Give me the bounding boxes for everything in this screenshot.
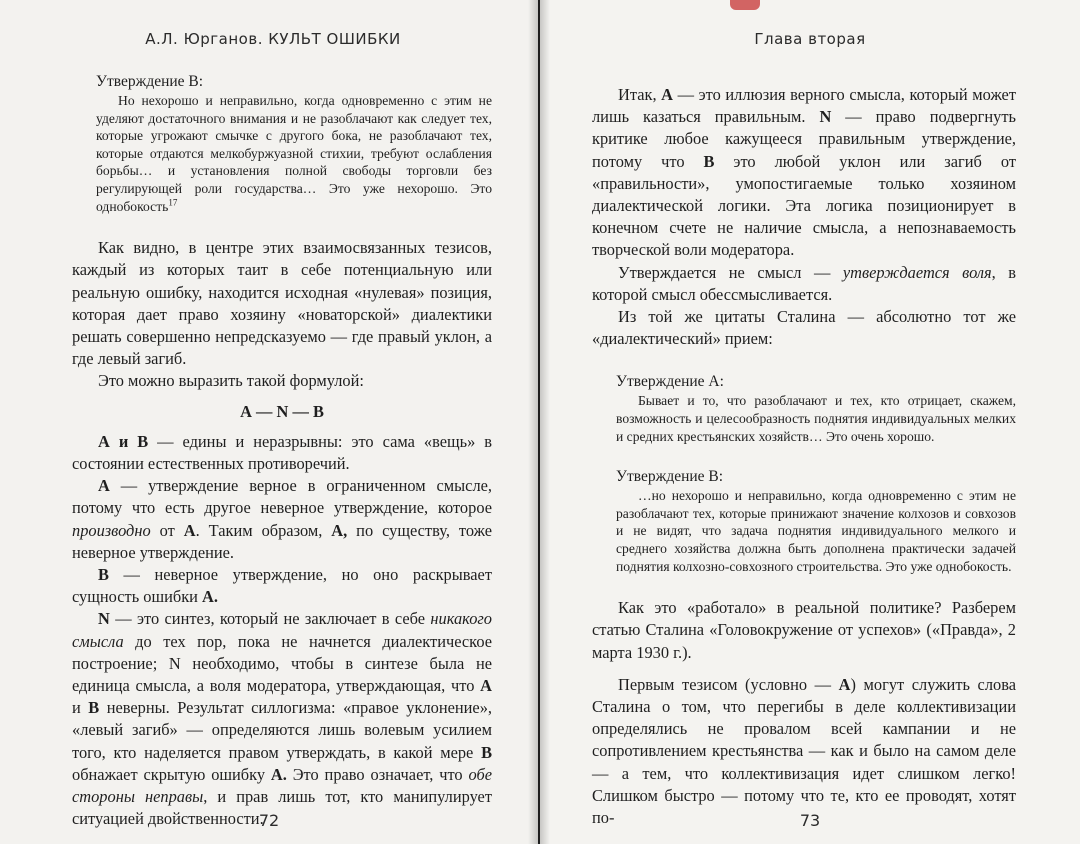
paragraph: Итак, А — это иллюзия верного смысла, который может лишь казаться правильным. N — право подвергнуть критике любое кажущееся правильным утверждение, потому что В это любой уклон или загиб от «правильности», умопостигаемые только хозяином диалектической логики. Эта логика позиционирует в конечном счете не наличие смысла, а непознаваемость творческой воли модератора. — [592, 85, 1016, 260]
paragraph: В — неверное утверждение, но оно раскрывает сущность ошибки А. — [72, 565, 492, 607]
left-page — [0, 0, 538, 844]
quote-text: Бывает и то, что разоблачают и тех, кто отрицает, скажем, возможность и целесообразность поднятия индивидуальных мелких и средних крестьянских хозяйств… Это очень хорошо. — [616, 393, 1016, 444]
paragraph: Это можно выразить такой формулой: — [98, 371, 364, 391]
quote-heading: Утверждение А: — [616, 373, 724, 391]
book-gutter — [528, 0, 550, 844]
page-number-right: 73 — [799, 811, 821, 830]
right-page-text — [592, 84, 1016, 829]
formula: А — N — В — [240, 401, 324, 421]
left-page-text — [72, 72, 492, 830]
quote-heading: Утверждение В: — [96, 73, 204, 90]
paragraph: Утверждается не смысл — утверждается воля, в которой смысл обессмысливается. — [592, 262, 1016, 304]
quote-text: Но нехорошо и неправильно, когда одновременно с этим не уделяют достаточного внимания и не разоблачают как следует тех, которые угрожают смычке с другого бока, не разоблачают тех, которые отдаются мелкобуржуазной стихии, требуют ослабления борьбы… и установления полной свободы торговли без регулирующей роли государства… Это уже нехорошо. Это однобокость$^{17}$ — [96, 93, 492, 214]
paragraph: Первым тезисом (условно — А) могут служить слова Сталина о том, что перегибы в деле коллективизации определялись не провалом всей кампании и не сопротивлением крестьянства — как и было на самом деле — а тем, что коллективизация идет слишком легко! Слишком быстро — потому что те, кто ее проводят, хотят по- — [592, 674, 1016, 828]
footnote-marker: 17 — [168, 197, 178, 208]
quote-statement-b — [96, 72, 492, 215]
paragraph: А — утверждение верное в ограниченном смысле, потому что есть другое неверное утверждение, которое производно от А. Таким образом, А, по существу, тоже неверное утверждение. — [72, 476, 492, 562]
page-number-left: 72 — [258, 811, 280, 830]
paragraph: Как это «работало» в реальной политике? Разберем статью Сталина «Головокружение от успехов» («Правда», 2 марта 1930 г.). — [592, 598, 1016, 662]
quote-heading: Утверждение В: — [616, 468, 724, 486]
quote-statement-b — [616, 467, 1016, 575]
running-head-right: Глава вторая — [754, 30, 866, 48]
paragraph: А и В — едины и неразрывны: это сама «вещь» в состоянии естественных противоречий. — [72, 431, 492, 473]
paragraph: Из той же цитаты Сталина — абсолютно тот же «диалектический» прием: — [592, 307, 1016, 349]
quote-statement-a — [616, 372, 1016, 445]
paragraph: N — это синтез, который не заключает в себе никакого смысла до тех пор, пока не начнется диалектическое построение; N необходимо, чтобы в синтезе была не единица смысла, а воля модератора, утверждающая, что А и В неверны. Результат силлогизма: «правое уклонение», «левый загиб» — определяются лишь волевым усилием того, кто наделяется правом утверждать, в какой мере В обнажает скрытую ошибку А. Это право означает, что обе стороны неправы, и прав лишь тот, кто манипулирует ситуацией двойственности. — [72, 609, 492, 829]
quote-text: …но нехорошо и неправильно, когда одновременно с этим не разоблачают тех, которые принижают значение колхозов и совхозов и не видят, что задача поднятия индивидуального мелкого и среднего хозяйства должна быть дополнена практически задачей поднятия колхозно-совхозного строительства. Это уже однобокость. — [616, 488, 1016, 574]
paragraph: Как видно, в центре этих взаимосвязанных тезисов, каждый из которых таит в себе потенциальную или реальную ошибку, находится исходная «нулевая» позиция, которая дает право хозяину «новаторской» диалектики решать совершенно непредсказуемо — где правый уклон, а где левый загиб. — [72, 238, 492, 369]
right-page — [540, 0, 1080, 844]
red-tab-marker — [730, 0, 760, 10]
running-head-left: А.Л. Юрганов. КУЛЬТ ОШИБКИ — [145, 30, 401, 48]
